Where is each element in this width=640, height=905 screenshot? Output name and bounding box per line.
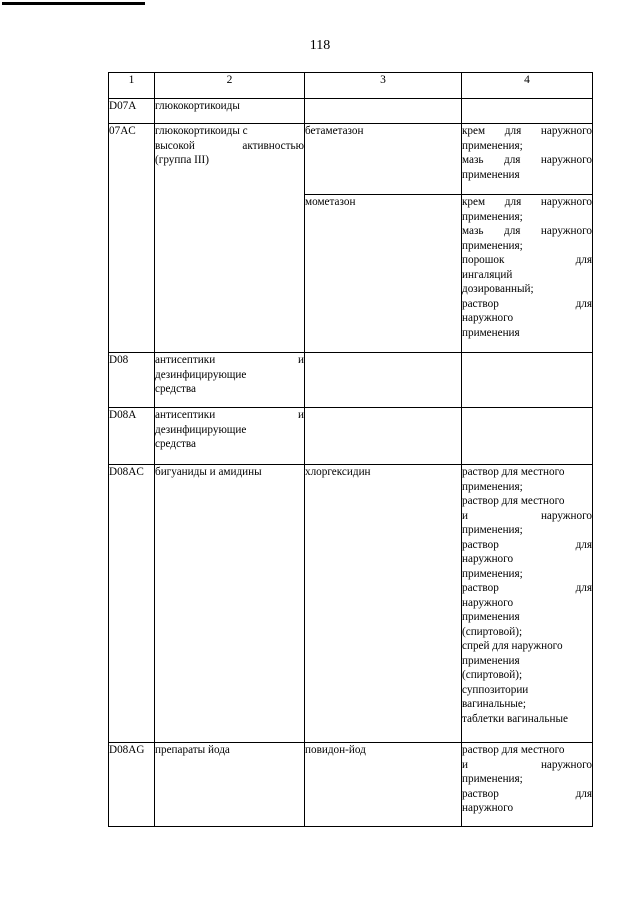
group-line: дезинфицирующие: [155, 368, 247, 381]
group-line: дезинфицирующие: [155, 423, 247, 436]
table-row: [109, 124, 593, 195]
form-line: дозированный;: [462, 283, 534, 295]
form-line: раствор для местного: [462, 744, 565, 756]
substance-name: хлоргексидин: [305, 465, 462, 743]
group-line: (группа III): [155, 154, 209, 166]
group-line: средства: [155, 383, 197, 395]
dosage-forms: [462, 408, 593, 465]
form-line: применения: [462, 611, 520, 623]
form-line: применения: [462, 654, 520, 667]
page-number: 118: [309, 38, 331, 53]
header-col-1: 1: [109, 73, 155, 99]
form-line: раствор для: [462, 582, 592, 594]
group-line: средства: [155, 438, 197, 450]
form-line: раствор для: [462, 297, 592, 310]
table-row: [109, 99, 593, 124]
header-col-4: 4: [462, 73, 593, 99]
form-line: мазь для наружного: [462, 225, 592, 237]
form-line: применения;: [462, 524, 523, 536]
atc-code: D08A: [109, 408, 155, 465]
table-row: [109, 408, 593, 465]
dosage-forms: [462, 124, 593, 195]
group-name: препараты йода: [155, 743, 305, 827]
atc-code: D07A: [109, 99, 155, 124]
form-line: вагинальные;: [462, 698, 526, 710]
dosage-forms: [462, 465, 593, 743]
form-line: наружного: [462, 312, 514, 324]
substance-name: [305, 99, 462, 124]
substance-name: [305, 408, 462, 465]
form-line: спрей для наружного: [462, 640, 563, 652]
form-line: ингаляций: [462, 268, 513, 281]
form-line: применения;: [462, 139, 523, 152]
form-line: наружного: [462, 596, 514, 609]
form-line: применения: [462, 168, 520, 181]
table-row: [109, 465, 593, 743]
form-line: применения;: [462, 210, 523, 223]
form-line: раствор для местного: [462, 466, 565, 478]
form-line: крем для наружного: [462, 196, 592, 208]
substance-name: бетаметазон: [305, 124, 462, 195]
group-line: глюкокортикоиды с: [155, 125, 248, 137]
form-line: наружного: [462, 802, 514, 814]
group-name: бигуаниды и амидины: [155, 465, 305, 743]
form-line: и наружного: [462, 509, 592, 522]
substance-name: мометазон: [305, 195, 462, 353]
form-line: (спиртовой);: [462, 669, 523, 681]
form-line: применения;: [462, 567, 523, 580]
group-line: антисептики и: [155, 354, 304, 366]
dosage-forms: [462, 195, 593, 353]
substance-name: [305, 353, 462, 408]
dosage-forms: [462, 743, 593, 827]
drug-table: [108, 72, 593, 827]
group-line: антисептики и: [155, 409, 304, 421]
form-line: применения: [462, 326, 520, 339]
group-name: [155, 124, 305, 353]
dosage-forms: [462, 99, 593, 124]
form-line: порошок для: [462, 254, 592, 266]
form-line: раствор для местного: [462, 495, 565, 507]
form-line: и наружного: [462, 758, 592, 771]
form-line: таблетки вагинальные: [462, 712, 568, 725]
form-line: (спиртовой);: [462, 625, 523, 638]
table-row: [109, 353, 593, 408]
form-line: раствор для: [462, 538, 592, 551]
form-line: крем для наружного: [462, 125, 592, 137]
form-line: раствор для: [462, 787, 592, 800]
table-row: [109, 743, 593, 827]
top-rule: [2, 2, 145, 5]
form-line: наружного: [462, 553, 514, 565]
table-header-row: [109, 73, 593, 99]
group-line: высокой активностью: [155, 139, 304, 152]
form-line: применения;: [462, 773, 523, 785]
atc-code: D08: [109, 353, 155, 408]
substance-name: повидон-йод: [305, 743, 462, 827]
form-line: мазь для наружного: [462, 154, 592, 166]
form-line: суппозитории: [462, 683, 529, 696]
group-name: [155, 353, 305, 408]
atc-code: D08AC: [109, 465, 155, 743]
atc-code: 07AC: [109, 124, 155, 353]
form-line: применения;: [462, 480, 523, 493]
header-col-2: 2: [155, 73, 305, 99]
dosage-forms: [462, 353, 593, 408]
form-line: применения;: [462, 239, 523, 252]
atc-code: D08AG: [109, 743, 155, 827]
group-name: [155, 408, 305, 465]
group-name: глюкокортикоиды: [155, 99, 305, 124]
header-col-3: 3: [305, 73, 462, 99]
